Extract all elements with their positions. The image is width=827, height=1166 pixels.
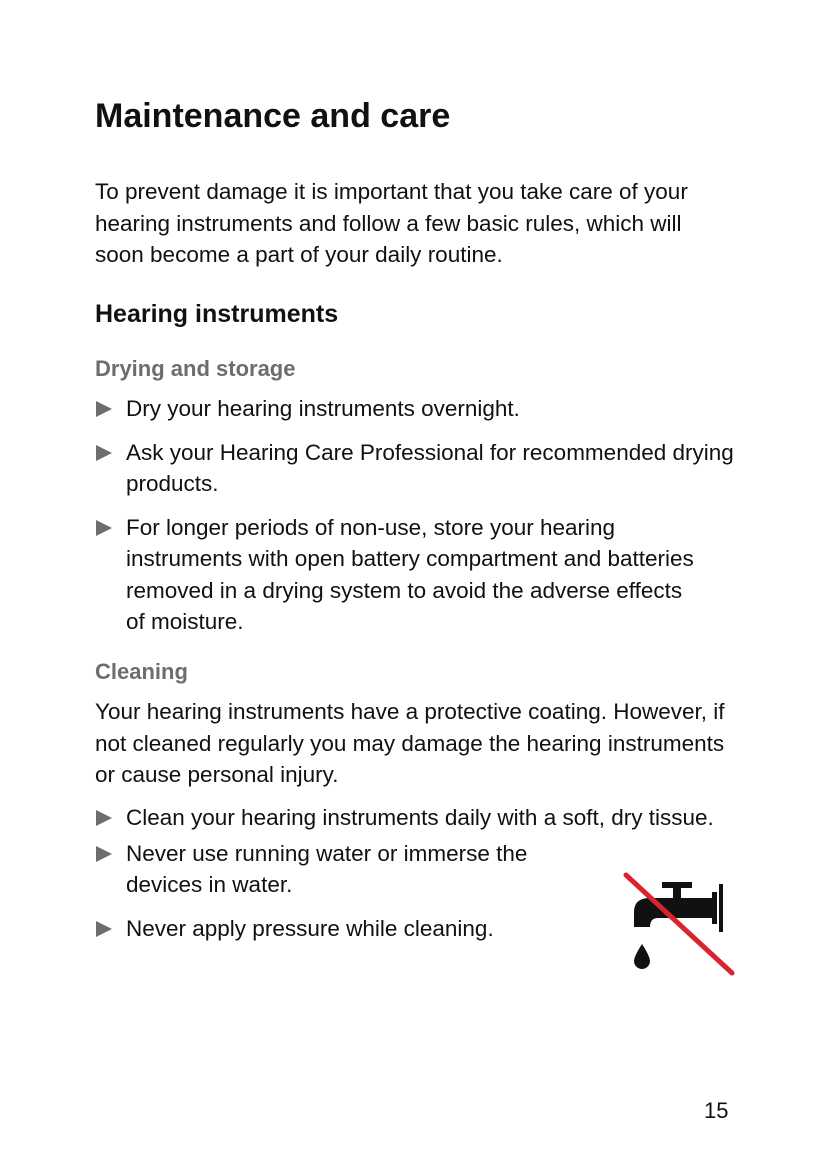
list-item bbox=[95, 393, 735, 425]
drying-list bbox=[95, 393, 735, 638]
wall-mount bbox=[719, 884, 723, 932]
section-heading: Hearing instruments bbox=[95, 300, 339, 328]
list-item bbox=[95, 913, 626, 945]
cleaning-paragraph: Your hearing instruments have a protective coating. However, if not cleaned regularly you may damage the hearing instruments or cause personal injury. bbox=[95, 699, 725, 787]
page-number: 15 bbox=[704, 1098, 729, 1123]
bullet-arrow-icon bbox=[96, 921, 112, 937]
list-item-text: Never apply pressure while cleaning. bbox=[126, 915, 494, 941]
bullet-arrow-icon bbox=[96, 810, 112, 826]
bullet-arrow-icon bbox=[96, 401, 112, 417]
list-item bbox=[95, 512, 706, 638]
list-item-text: Dry your hearing instruments overnight. bbox=[126, 396, 520, 421]
intro-paragraph: To prevent damage it is important that you take care of your hearing instruments and follow a few basic rules, which will soon become a part of your daily routine. bbox=[95, 179, 688, 267]
bullet-arrow-icon bbox=[96, 520, 112, 536]
bullet-arrow-icon bbox=[96, 445, 112, 461]
page-title: Maintenance and care bbox=[95, 97, 451, 135]
water-drop-icon bbox=[634, 944, 650, 969]
list-item bbox=[95, 838, 596, 901]
list-item-text: Clean your hearing instruments daily with a soft, dry tissue. bbox=[126, 805, 714, 830]
faucet-stem bbox=[673, 886, 681, 898]
list-item-text: Never use running water or immerse the devices in water. bbox=[126, 840, 528, 897]
list-item bbox=[95, 802, 735, 834]
list-item-text: Ask your Hearing Care Professional for recommended drying products. bbox=[126, 439, 734, 496]
bullet-arrow-icon bbox=[96, 846, 112, 862]
no-running-water-icon bbox=[622, 872, 737, 977]
drying-heading: Drying and storage bbox=[95, 356, 296, 381]
faucet-connector bbox=[712, 892, 717, 924]
cleaning-heading: Cleaning bbox=[95, 659, 188, 684]
list-item bbox=[95, 437, 735, 500]
list-item-text: For longer periods of non-use, store your hearing instruments with open battery compartment and batteries removed in a drying system to avoid the adverse effects of moisture. bbox=[126, 514, 694, 634]
